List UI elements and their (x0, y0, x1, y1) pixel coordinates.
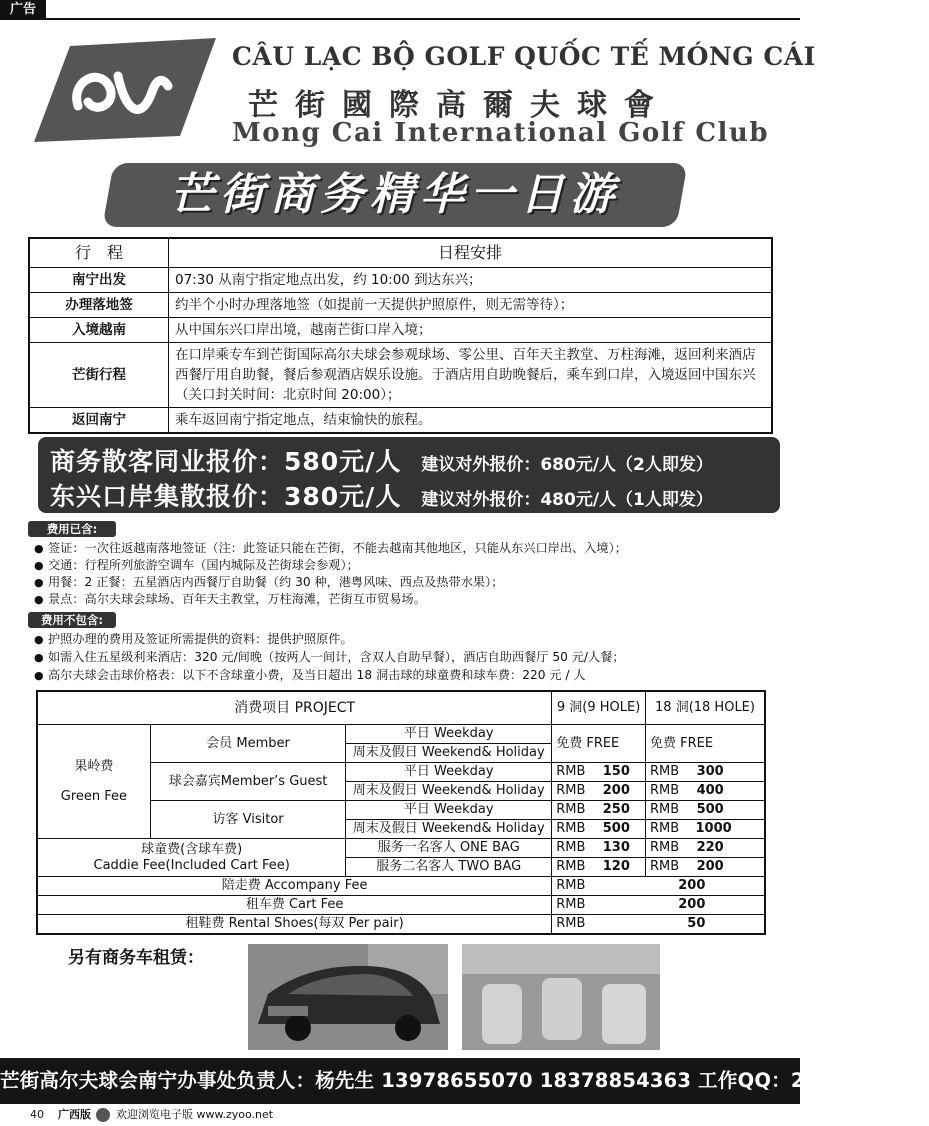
fee-header-row (37, 691, 765, 725)
price-suggest: 建议对外报价：680元/人（2人即发） (421, 455, 713, 475)
list-item: ● 景点：高尔夫球会球场、百年天主教堂，万柱海滩，芒街互市贸易场。 (34, 592, 426, 606)
table-row (29, 343, 772, 408)
fee-cell: RMB 1000 (646, 820, 766, 839)
itinerary-stage: 返回南宁 (29, 408, 169, 434)
itinerary-table (28, 237, 773, 434)
list-item: ● 用餐：2 正餐：五星酒店内西餐厅自助餐（约 30 种，港粤风味、西点及热带水果）； (34, 575, 504, 589)
tour-title: 芒街商务精华一日游 (170, 169, 620, 220)
hole9-header: 9 洞(9 HOLE) (552, 691, 646, 725)
fee-cell: RMB 200 (646, 858, 766, 877)
fee-cell: RMB 400 (646, 782, 766, 801)
table-row (29, 408, 772, 434)
fee-cell: RMB 150 (552, 763, 646, 782)
two-bag-label: 服务二名客人 TWO BAG (346, 858, 552, 877)
itinerary-stage: 南宁出发 (29, 268, 169, 293)
itinerary-detail: 在口岸乘专车到芒街国际高尔夫球会参观球场、零公里、百年天主教堂、万柱海滩，返回利来酒店西餐厅用自助餐，餐后参观酒店娱乐设施。于酒店用自助晚餐后，乘车到口岸，入境返回中国东兴（关口封关时间：北京时间 20:00）； (169, 343, 773, 408)
price-panel (38, 437, 780, 513)
weekend-label: 周末及假日 Weekend& Holiday (346, 820, 552, 839)
member-9-free: 免费 FREE (552, 725, 646, 763)
itinerary-header-row (29, 238, 772, 268)
fee-cell: RMB 50 (552, 915, 765, 935)
weekday-label: 平日 Weekday (346, 763, 552, 782)
hole18-header: 18 洞(18 HOLE) (646, 691, 766, 725)
club-name-vietnamese: CÂU LẠC BỘ GOLF QUỐC TẾ MÓNG CÁI (232, 42, 816, 71)
itinerary-detail: 07:30 从南宁指定地点出发，约 10:00 到达东兴； (169, 268, 773, 293)
itinerary-stage: 入境越南 (29, 318, 169, 343)
caddie-label: 球童费(含球车费) Caddie Fee(Included Cart Fee) (37, 839, 346, 877)
club-name-chinese: 芒街國際高爾夫球會 (248, 88, 671, 123)
fee-cell: RMB 300 (646, 763, 766, 782)
golf-fee-table (36, 690, 766, 935)
table-row (37, 839, 765, 858)
excluded-heading: 费用不包含: (28, 612, 116, 628)
table-row (37, 896, 765, 915)
fee-cell: RMB 130 (552, 839, 646, 858)
page-number: 40 (30, 1108, 44, 1121)
included-heading: 费用已含: (28, 521, 116, 537)
site-logo-icon (96, 1108, 110, 1122)
price-row (50, 477, 713, 513)
table-row (29, 268, 772, 293)
price-dongxing: 东兴口岸集散报价：380元/人 (50, 482, 402, 511)
shoes-label: 租鞋费 Rental Shoes(每双 Per pair) (37, 915, 552, 935)
member-label: 会员 Member (150, 725, 345, 763)
price-row (50, 442, 713, 478)
itinerary-detail: 乘车返回南宁指定地点，结束愉快的旅程。 (169, 408, 773, 434)
list-item: ● 签证：一次往返越南落地签证（注：此签证只能在芒街，不能去越南其他地区，只能从东兴口岸出、入境）； (34, 541, 627, 555)
green-fee-label: 果岭费 Green Fee (37, 725, 150, 839)
visitor-label: 访客 Visitor (150, 801, 345, 839)
van-interior-photo (462, 944, 660, 1050)
sedan-car-photo (248, 944, 448, 1050)
itinerary-detail: 约半个小时办理落地签（如提前一天提供护照原件，则无需等待）； (169, 293, 773, 318)
fee-cell: RMB 250 (552, 801, 646, 820)
site-link[interactable]: 欢迎浏览电子版 www.zyoo.net (116, 1108, 274, 1121)
table-row (29, 293, 772, 318)
club-logo (30, 36, 220, 144)
car-rental-heading: 另有商务车租赁： (68, 948, 204, 968)
edition-label: 广西版 (58, 1108, 91, 1121)
list-item: ● 交通：行程所列旅游空调车（国内城际及芒街球会参观）； (34, 558, 359, 572)
fee-cell: RMB 200 (552, 782, 646, 801)
list-item: ● 护照办理的费用及签证所需提供的资料：提供护照原件。 (34, 632, 353, 646)
itinerary-stage: 办理落地签 (29, 293, 169, 318)
list-item: ● 高尔夫球会击球价格表：以下不含球童小费，及当日超出 18 洞击球的球童费和球车费：220 元 / 人 (34, 668, 586, 682)
fee-cell: RMB 200 (552, 896, 765, 915)
page-footer-line (0, 1104, 800, 1126)
weekday-label: 平日 Weekday (346, 801, 552, 820)
fee-cell: RMB 500 (552, 820, 646, 839)
cart-label: 租车费 Cart Fee (37, 896, 552, 915)
weekday-label: 平日 Weekday (346, 725, 552, 744)
price-suggest: 建议对外报价：480元/人（1人即发） (421, 490, 713, 510)
table-row (37, 915, 765, 935)
member-18-free: 免费 FREE (646, 725, 766, 763)
table-row (29, 318, 772, 343)
fee-cell: RMB 500 (646, 801, 766, 820)
table-row (37, 725, 765, 744)
weekend-label: 周末及假日 Weekend& Holiday (346, 744, 552, 763)
header-rule (46, 18, 800, 20)
fee-cell: RMB 220 (646, 839, 766, 858)
weekend-label: 周末及假日 Weekend& Holiday (346, 782, 552, 801)
ad-label-strip (0, 0, 800, 20)
club-name-english: Mong Cai International Golf Club (232, 118, 770, 148)
itinerary-header-detail: 日程安排 (169, 238, 773, 268)
project-header: 消费项目 PROJECT (37, 691, 552, 725)
fee-cell: RMB 120 (552, 858, 646, 877)
guest-label: 球会嘉宾Member’s Guest (150, 763, 345, 801)
itinerary-header-stage: 行 程 (29, 238, 169, 268)
fee-cell: RMB 200 (552, 877, 765, 896)
contact-footer: 芒街高尔夫球会南宁办事处负责人：杨先生 13978655070 18378854363 工作QQ：2806011547 (0, 1058, 800, 1104)
price-business: 商务散客同业报价：580元/人 (50, 447, 402, 476)
one-bag-label: 服务一名客人 ONE BAG (346, 839, 552, 858)
accompany-label: 陪走费 Accompany Fee (37, 877, 552, 896)
list-item: ● 如需入住五星级利来酒店：320 元/间晚（按两人一间计，含双人自助早餐），酒店自助西餐厅 50 元/人餐； (34, 650, 625, 664)
ad-label: 广告 (0, 0, 46, 20)
table-row (37, 877, 765, 896)
itinerary-stage: 芒街行程 (29, 343, 169, 408)
itinerary-detail: 从中国东兴口岸出境，越南芒街口岸入境； (169, 318, 773, 343)
